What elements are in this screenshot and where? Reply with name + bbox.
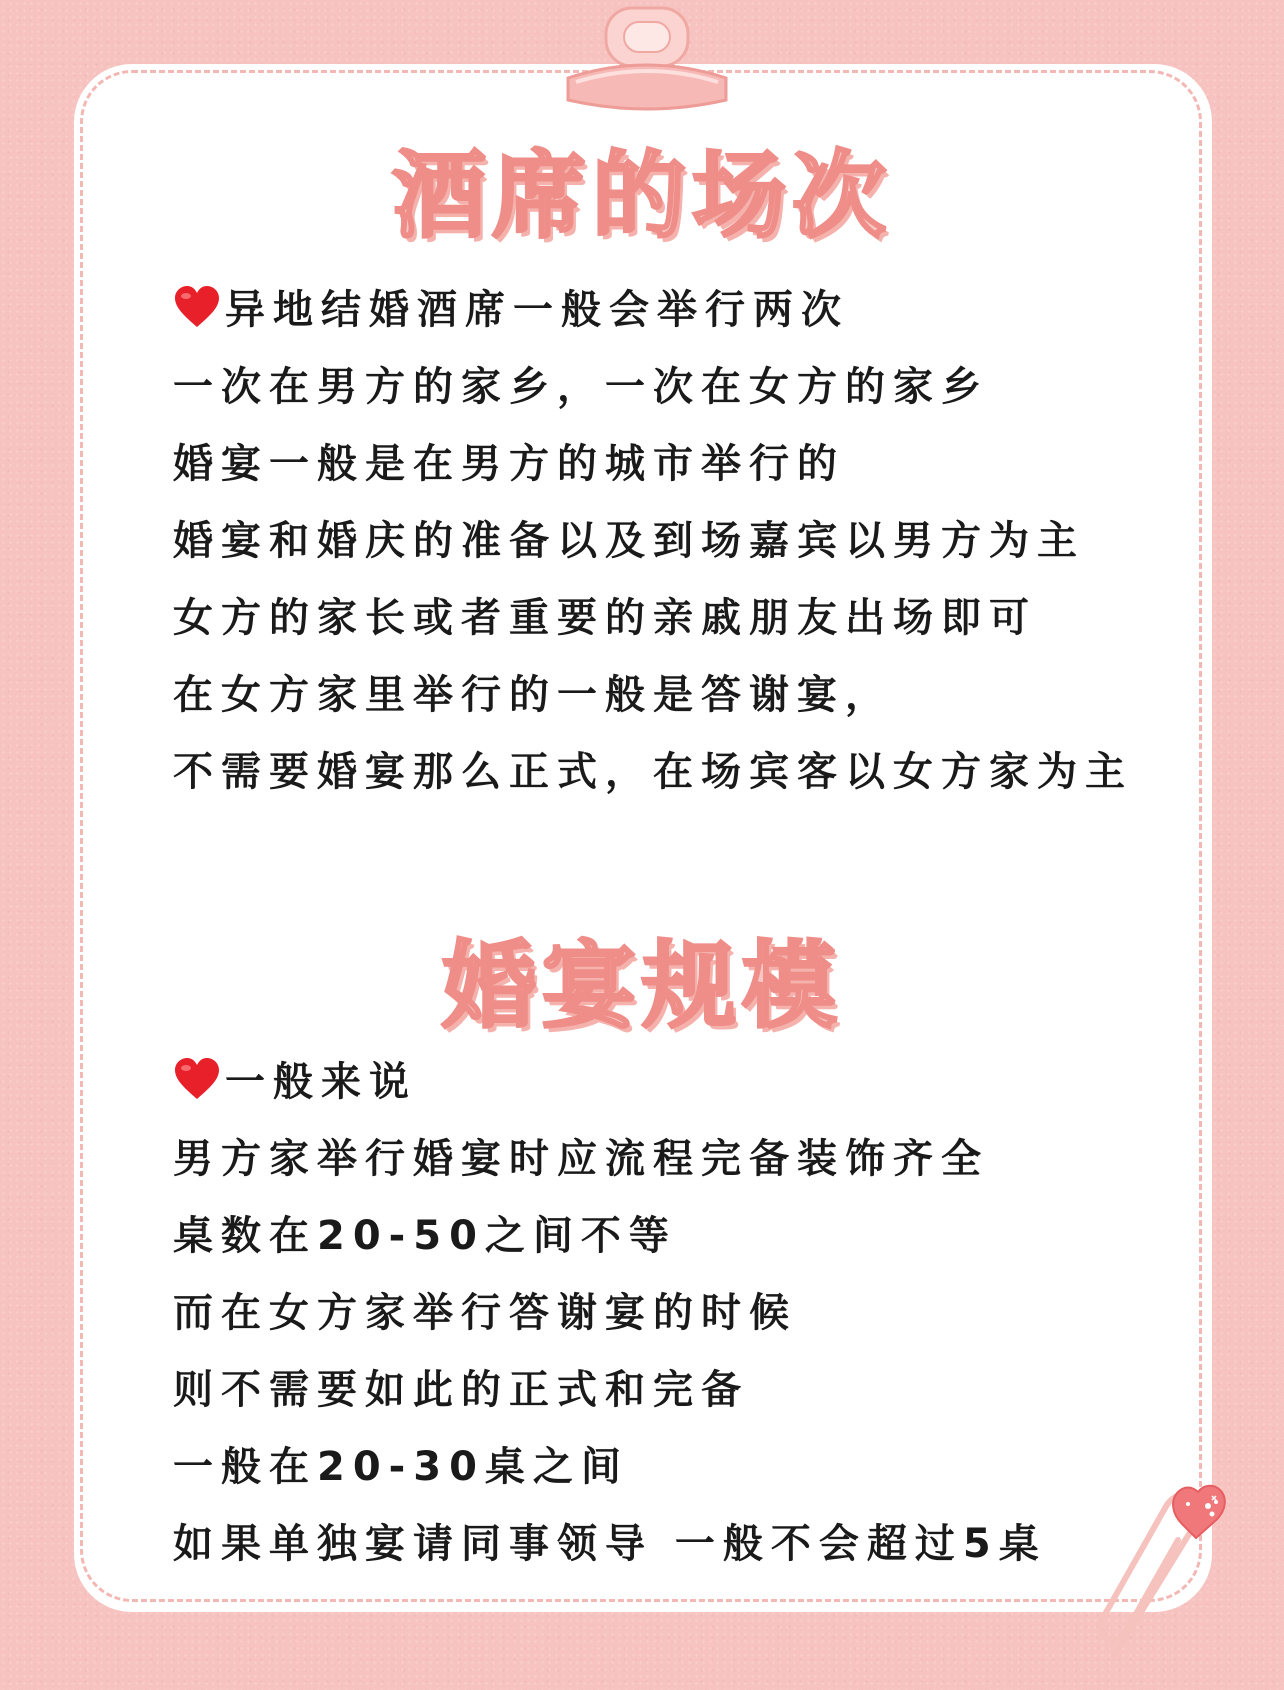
list-item: 如果单独宴请同事领导 一般不会超过5桌	[173, 1521, 1047, 1567]
list-item-text: 异地结婚酒席一般会举行两次	[225, 287, 849, 333]
clip-icon	[548, 0, 746, 118]
list-item: 而在女方家举行答谢宴的时候	[173, 1290, 797, 1336]
section-venues-list	[173, 272, 1133, 811]
list-item: 一次在男方的家乡，一次在女方的家乡	[173, 364, 989, 410]
list-item: 婚宴和婚庆的准备以及到场嘉宾以男方为主	[173, 518, 1085, 564]
list-item: 婚宴一般是在男方的城市举行的	[173, 441, 845, 487]
list-item	[173, 272, 1133, 349]
section-title-venues: 酒席的场次	[391, 142, 892, 251]
section-title-scale: 婚宴规模	[441, 932, 842, 1041]
list-item: 则不需要如此的正式和完备	[173, 1367, 749, 1413]
list-item: 男方家举行婚宴时应流程完备装饰齐全	[173, 1136, 989, 1182]
list-item: 女方的家长或者重要的亲戚朋友出场即可	[173, 595, 1037, 641]
heart-icon	[173, 285, 221, 329]
section-scale-list	[173, 1044, 1047, 1583]
paperclip-heart-icon	[1074, 1466, 1254, 1666]
list-item	[173, 1044, 1047, 1121]
list-item: 在女方家里举行的一般是答谢宴，	[173, 672, 893, 718]
list-item-text: 一般来说	[225, 1059, 417, 1105]
list-item: 一般在20-30桌之间	[173, 1444, 629, 1490]
list-item: 桌数在20-50之间不等	[173, 1213, 677, 1259]
list-item: 不需要婚宴那么正式，在场宾客以女方家为主	[173, 749, 1133, 795]
heart-icon	[173, 1057, 221, 1101]
